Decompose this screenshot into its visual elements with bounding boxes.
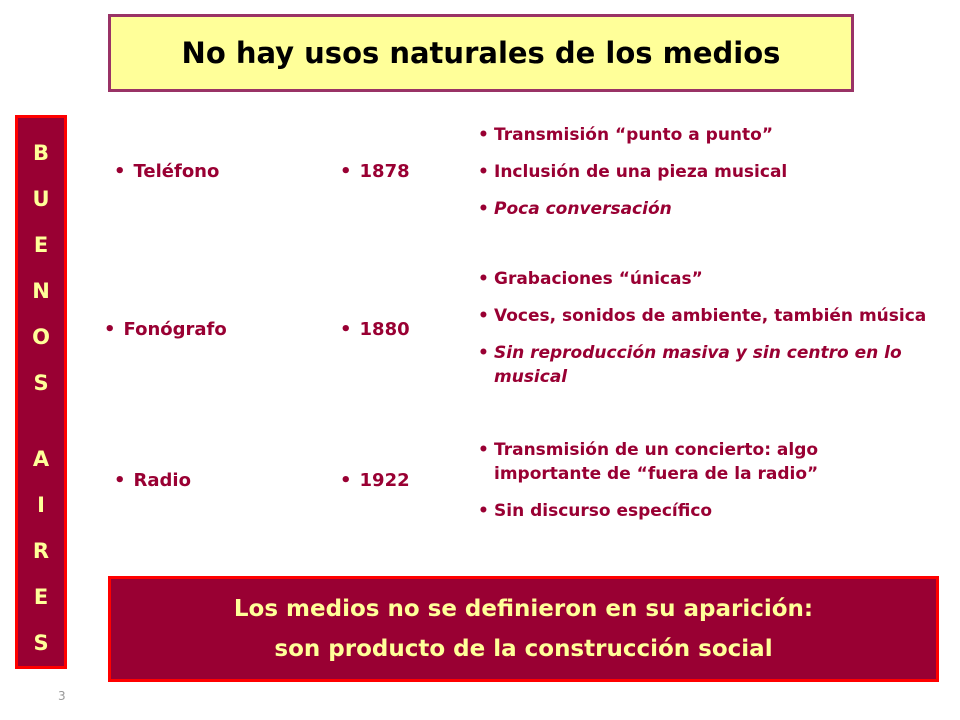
side-letter: U: [32, 187, 50, 211]
buenos-aires-vertical-label: [15, 115, 67, 669]
side-letter: E: [33, 233, 49, 257]
conclusion-line-1: Los medios no se definieron en su aparición:: [233, 596, 814, 622]
year-1922: • 1922: [340, 470, 410, 491]
side-letter: O: [32, 325, 50, 349]
conclusion-box: [108, 576, 939, 682]
note-item: • Poca conversación: [478, 197, 948, 221]
note-item: • Sin reproducción masiva y sin centro en lo musical: [478, 341, 924, 389]
note-item: • Inclusión de una pieza musical: [478, 160, 948, 184]
medium-radio: • Radio: [114, 470, 191, 491]
slide-title-box: [108, 14, 854, 92]
year-1878: • 1878: [340, 161, 410, 182]
medium-fonografo: • Fonógrafo: [104, 319, 227, 340]
note-item: • Transmisión “punto a punto”: [478, 123, 948, 147]
side-letter: R: [32, 539, 50, 563]
fonografo-notes: [478, 267, 948, 402]
telefono-notes: [478, 123, 948, 234]
conclusion-line-2: son producto de la construcción social: [274, 636, 773, 662]
side-letter: S: [33, 371, 49, 395]
note-item: • Sin discurso específico: [478, 499, 948, 523]
side-letter: A: [32, 447, 50, 471]
side-letter: S: [33, 631, 49, 655]
note-item: • Voces, sonidos de ambiente, también música: [478, 304, 948, 328]
page-number: 3: [58, 689, 66, 703]
radio-notes: [478, 438, 948, 536]
side-letter: E: [33, 585, 49, 609]
year-1880: • 1880: [340, 319, 410, 340]
slide-title: No hay usos naturales de los medios: [181, 36, 781, 70]
side-letter: B: [32, 141, 49, 165]
medium-telefono: • Teléfono: [114, 161, 219, 182]
side-letter: I: [37, 493, 45, 517]
side-letter-gap: [18, 406, 64, 436]
note-item: • Transmisión de un concierto: algo importante de “fuera de la radio”: [478, 438, 854, 486]
note-item: • Grabaciones “únicas”: [478, 267, 948, 291]
side-letter: N: [32, 279, 50, 303]
